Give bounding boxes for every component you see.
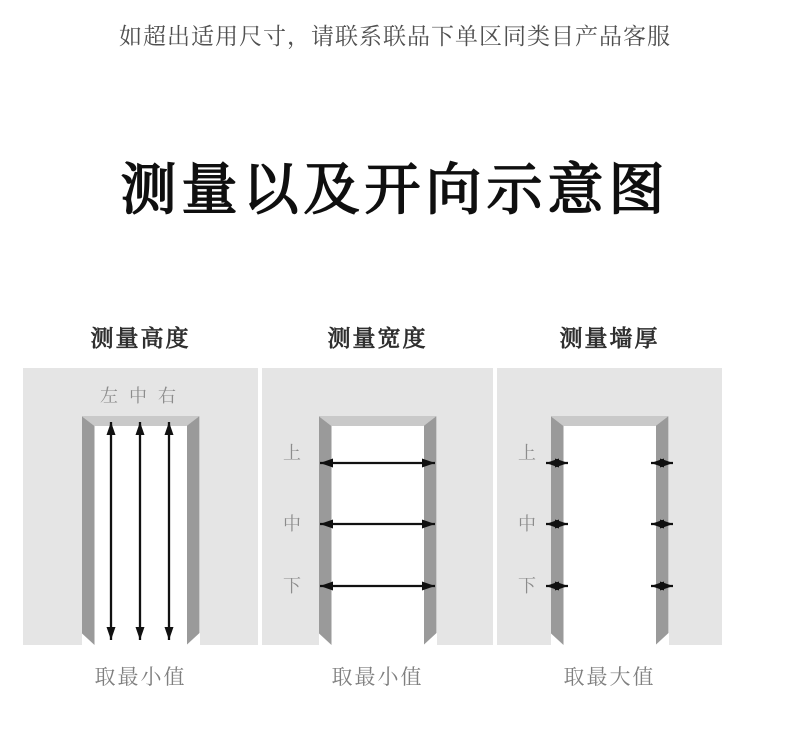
label-middle: 中 (129, 386, 147, 406)
column-measure-width (262, 305, 493, 691)
panel-header-wall: 测量墙厚 (559, 325, 660, 351)
panel-header-width: 测量宽度 (327, 325, 428, 351)
label-left: 左 (100, 386, 118, 406)
label-middle: 中 (518, 514, 536, 534)
panel-caption-height: 取最小值 (94, 666, 187, 689)
label-bottom: 下 (283, 576, 301, 596)
panel-height-diagram (23, 368, 258, 645)
column-measure-wall (497, 305, 722, 691)
panel-caption-width: 取最小值 (331, 666, 424, 689)
panel-header-height: 测量高度 (90, 325, 191, 351)
label-right: 右 (158, 386, 176, 406)
panel-wall-diagram (497, 368, 722, 645)
notice-text: 如超出适用尺寸，请联系联品下单区同类目产品客服 (119, 23, 671, 49)
diagram-columns (23, 305, 722, 691)
column-measure-height (23, 305, 258, 691)
label-top: 上 (518, 443, 536, 463)
label-bottom: 下 (518, 576, 536, 596)
width-measure-arrows-icon (262, 368, 493, 645)
panel-caption-wall: 取最大值 (563, 666, 656, 689)
label-top: 上 (283, 443, 301, 463)
wall-thickness-arrows-icon (497, 368, 722, 645)
label-middle: 中 (283, 514, 301, 534)
panel-width-diagram (262, 368, 493, 645)
page-title: 测量以及开向示意图 (120, 158, 670, 221)
height-measure-arrows-icon (23, 368, 258, 645)
